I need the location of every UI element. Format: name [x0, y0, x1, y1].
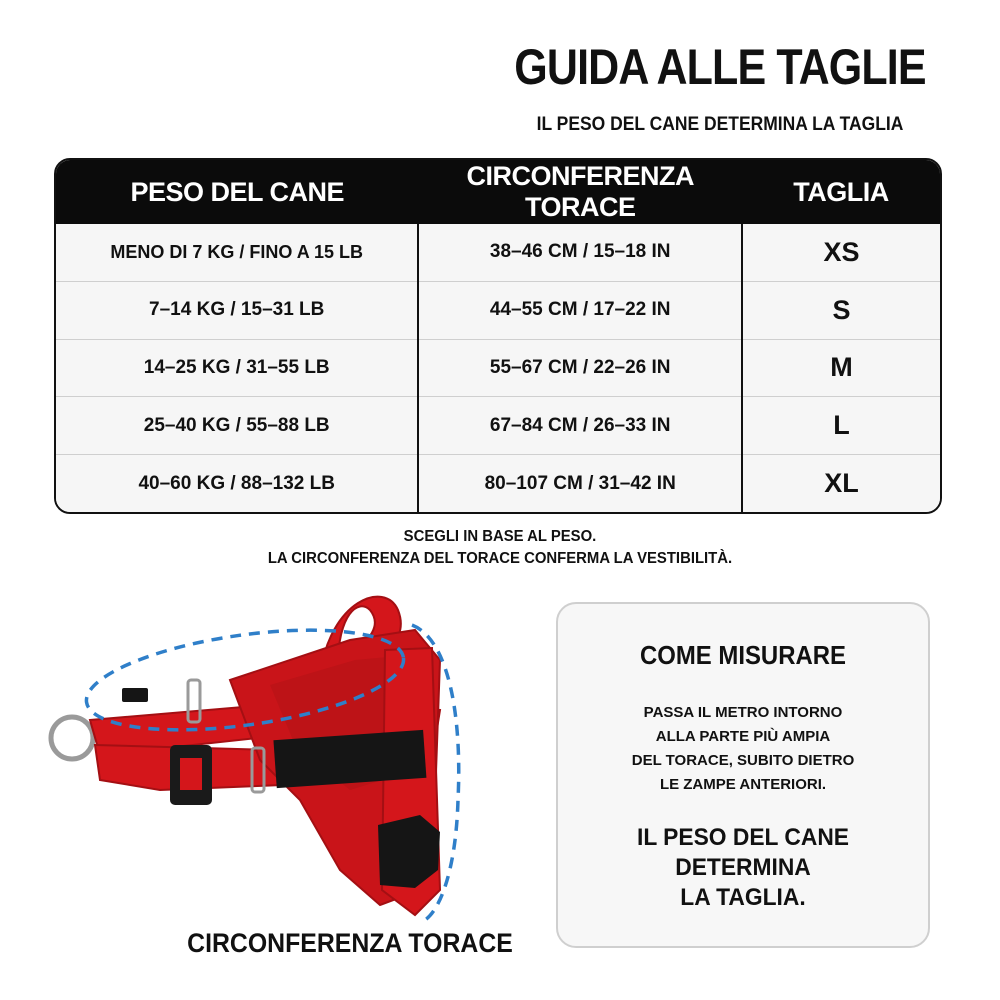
- d-ring-icon: [51, 717, 93, 759]
- size-cell: M: [742, 339, 940, 397]
- header-weight: PESO DEL CANE: [56, 160, 418, 224]
- chest-cell: 80–107 CM / 31–42 IN: [418, 455, 742, 512]
- how-to-measure-card: [556, 602, 930, 948]
- size-cell: XL: [742, 455, 940, 512]
- size-table: [54, 158, 942, 514]
- chest-cell: 55–67 CM / 22–26 IN: [418, 339, 742, 397]
- chest-cell: 38–46 CM / 15–18 IN: [418, 224, 742, 281]
- weight-cell: 40–60 KG / 88–132 LB: [56, 455, 418, 512]
- weight-cell: MENO DI 7 KG / FINO A 15 LB: [56, 224, 418, 281]
- harness-illustration: [20, 570, 540, 930]
- front-buckle-slot: [180, 758, 202, 790]
- measure-line: PASSA IL METRO INTORNO: [643, 704, 843, 721]
- size-cell: L: [742, 397, 940, 455]
- size-rule-line: DETERMINA: [675, 854, 811, 881]
- table-row: [56, 339, 940, 397]
- table-header-row: [56, 160, 940, 224]
- table-row: [56, 455, 940, 512]
- strap-clip-icon: [122, 688, 148, 702]
- size-cell: XS: [742, 224, 940, 281]
- table-row: [56, 224, 940, 281]
- weight-cell: 25–40 KG / 55–88 LB: [56, 397, 418, 455]
- page-title: GUIDA ALLE TAGLIE: [514, 39, 926, 95]
- table-row: [56, 397, 940, 455]
- header-chest: CIRCONFERENZA TORACE: [418, 160, 742, 224]
- how-to-measure-title: COME MISURARE: [640, 640, 846, 670]
- chest-circumference-label: CIRCONFERENZA TORACE: [187, 928, 513, 958]
- header-size: TAGLIA: [742, 160, 940, 224]
- weight-cell: 14–25 KG / 31–55 LB: [56, 339, 418, 397]
- how-to-measure-text: [558, 701, 928, 797]
- sizing-note-line-1: SCEGLI IN BASE AL PESO.: [403, 528, 597, 545]
- weight-cell: 7–14 KG / 15–31 LB: [56, 281, 418, 339]
- sizing-note: [150, 526, 850, 570]
- measure-line: DEL TORACE, SUBITO DIETRO: [631, 752, 855, 769]
- size-rule-line: IL PESO DEL CANE: [636, 824, 849, 851]
- chest-cell: 67–84 CM / 26–33 IN: [418, 397, 742, 455]
- sizing-note-line-2: LA CIRCONFERENZA DEL TORACE CONFERMA LA VESTIBILITÀ.: [267, 550, 733, 567]
- measure-line: ALLA PARTE PIÙ AMPIA: [655, 728, 831, 745]
- size-rule-line: LA TAGLIA.: [680, 884, 806, 911]
- table-row: [56, 281, 940, 339]
- size-rule: [567, 823, 919, 913]
- chest-cell: 44–55 CM / 17–22 IN: [418, 281, 742, 339]
- measure-line: LE ZAMPE ANTERIORI.: [659, 776, 827, 793]
- size-cell: S: [742, 281, 940, 339]
- page-subtitle: IL PESO DEL CANE DETERMINA LA TAGLIA: [536, 114, 904, 135]
